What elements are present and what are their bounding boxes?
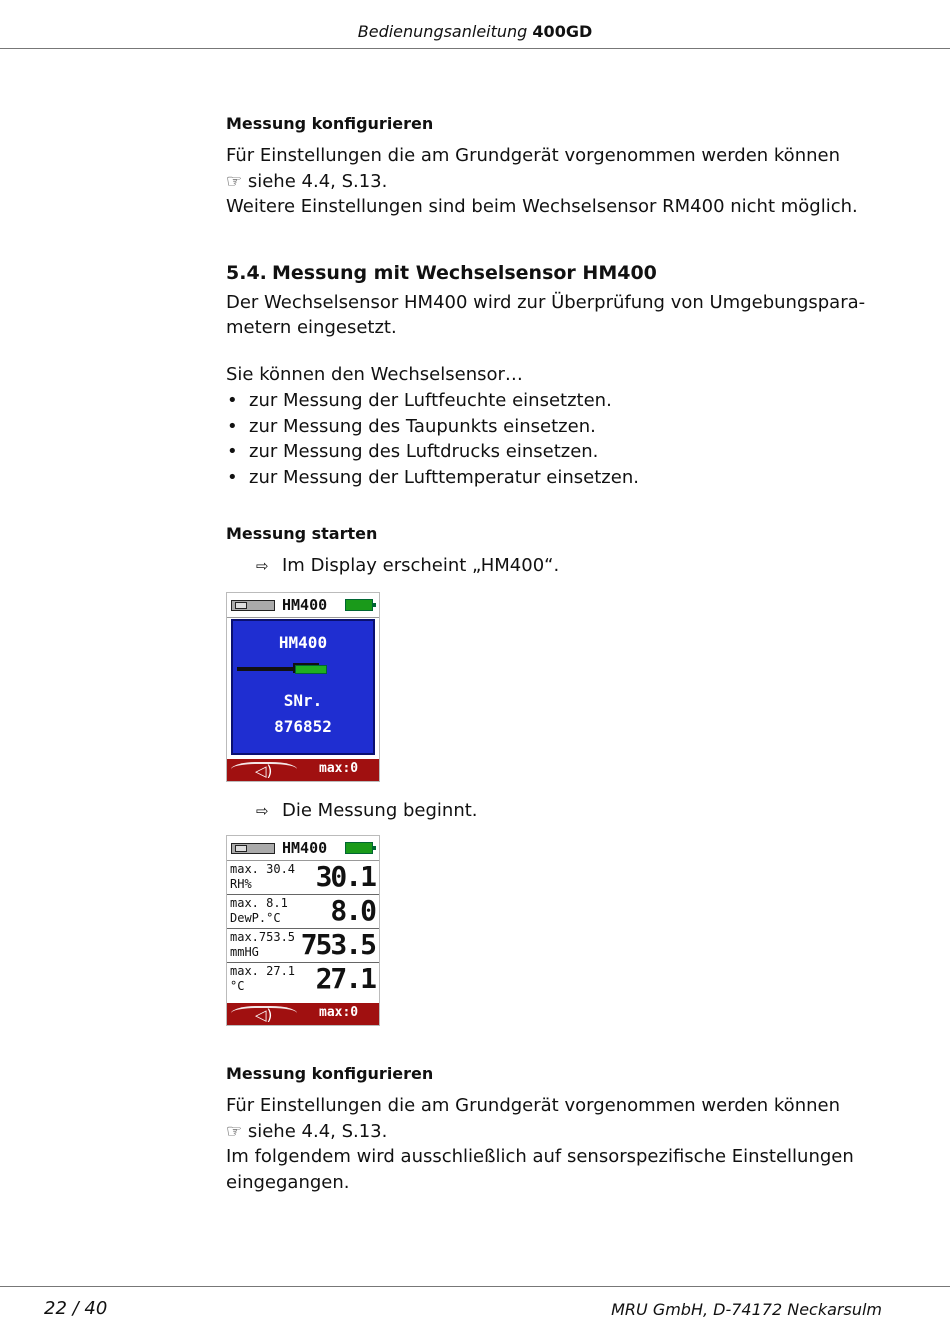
page-number: 22 / 40 — [44, 1298, 108, 1319]
screen-title: HM400 — [282, 839, 328, 857]
paragraph-line: Weitere Einstellungen sind beim Wechselsensor RM400 nicht möglich. — [226, 196, 858, 217]
softkey-max[interactable]: max:0 — [319, 1005, 359, 1020]
paragraph-reference: ☞ siehe 4.4, S.13. — [226, 171, 388, 192]
screen-title: HM400 — [282, 596, 328, 614]
measurement-row-dewpoint — [227, 895, 379, 929]
panel-title: HM400 — [278, 633, 328, 652]
paragraph-line: Im folgendem wird ausschließlich auf sensorspezifische Einstellungen — [226, 1146, 854, 1167]
probe-tip-icon — [295, 665, 327, 674]
list-item: • zur Messung des Taupunkts einsetzen. — [226, 414, 639, 440]
company-info: MRU GmbH, D-74172 Neckarsulm — [611, 1300, 882, 1319]
softkey-max[interactable]: max:0 — [319, 761, 359, 776]
step-text: Im Display erscheint „HM400“. — [282, 555, 560, 576]
max-value: max. 30.4 — [230, 862, 296, 876]
page-header — [0, 22, 950, 41]
softkey-bar — [227, 1003, 379, 1025]
header-model: 400GD — [532, 22, 593, 41]
reading: 753.5 — [300, 928, 375, 961]
step-display-appears — [256, 555, 559, 576]
probe-icon — [231, 600, 275, 611]
arrow-right-icon: ⇨ — [256, 802, 269, 820]
paragraph-line: eingegangen. — [226, 1172, 350, 1193]
bullet-lead: Sie können den Wechselsensor… — [226, 364, 523, 385]
paragraph-line: Für Einstellungen die am Grundgerät vorgenommen werden können — [226, 1095, 840, 1116]
speaker-icon: ◁) — [255, 762, 273, 780]
reading: 27.1 — [315, 962, 375, 995]
serial-number: 876852 — [274, 717, 332, 736]
reading: 8.0 — [330, 894, 375, 927]
unit: DewP.°C — [230, 911, 281, 925]
probe-cable-icon — [237, 667, 297, 671]
step-text: Die Messung beginnt. — [282, 800, 478, 821]
chapter-title: Messung mit Wechselsensor HM400 — [272, 262, 657, 284]
intro-line: Der Wechselsensor HM400 wird zur Überprüfung von Umgebungspara- — [226, 292, 866, 313]
speaker-icon: ◁) — [255, 1006, 273, 1024]
section-heading-configure-2: Messung konfigurieren — [226, 1064, 434, 1083]
measurement-row-temperature — [227, 963, 379, 996]
softkey-bar — [227, 759, 379, 781]
header-title-prefix: Bedienungsanleitung — [357, 22, 528, 41]
unit: °C — [230, 979, 245, 993]
footer-divider — [0, 1286, 950, 1287]
paragraph-reference: ☞ siehe 4.4, S.13. — [226, 1121, 388, 1142]
reading: 30.1 — [315, 860, 375, 893]
softkey-left[interactable] — [227, 1003, 303, 1025]
header-divider — [0, 48, 950, 49]
max-value: max.753.5 — [230, 930, 296, 944]
measurement-row-humidity — [227, 861, 379, 895]
step-measurement-begins — [256, 800, 478, 821]
unit: RH% — [230, 877, 252, 891]
status-bar — [227, 836, 379, 861]
device-screen-splash — [226, 592, 380, 782]
section-heading-start: Messung starten — [226, 524, 378, 543]
sensor-info-panel — [231, 619, 375, 755]
chapter-heading — [226, 262, 657, 284]
battery-icon — [345, 599, 373, 611]
softkey-left[interactable] — [227, 759, 303, 781]
max-value: max. 8.1 — [230, 896, 288, 910]
list-item: • zur Messung des Luftdrucks einsetzen. — [226, 439, 639, 465]
unit: mmHG — [230, 945, 259, 959]
serial-label: SNr. — [283, 691, 323, 710]
use-case-list — [226, 388, 639, 490]
measurement-row-pressure — [227, 929, 379, 963]
section-heading-configure-1: Messung konfigurieren — [226, 114, 434, 133]
measurement-list — [227, 861, 379, 996]
max-value: max. 27.1 — [230, 964, 296, 978]
status-bar — [227, 593, 379, 618]
paragraph-line: Für Einstellungen die am Grundgerät vorgenommen werden können — [226, 145, 840, 166]
device-screen-measurement — [226, 835, 380, 1026]
battery-icon — [345, 842, 373, 854]
chapter-number: 5.4. — [226, 262, 267, 284]
arrow-right-icon: ⇨ — [256, 557, 269, 575]
list-item: • zur Messung der Lufttemperatur einsetzen. — [226, 465, 639, 491]
probe-icon — [231, 843, 275, 854]
intro-line: metern eingesetzt. — [226, 317, 397, 338]
list-item: • zur Messung der Luftfeuchte einsetzten. — [226, 388, 639, 414]
